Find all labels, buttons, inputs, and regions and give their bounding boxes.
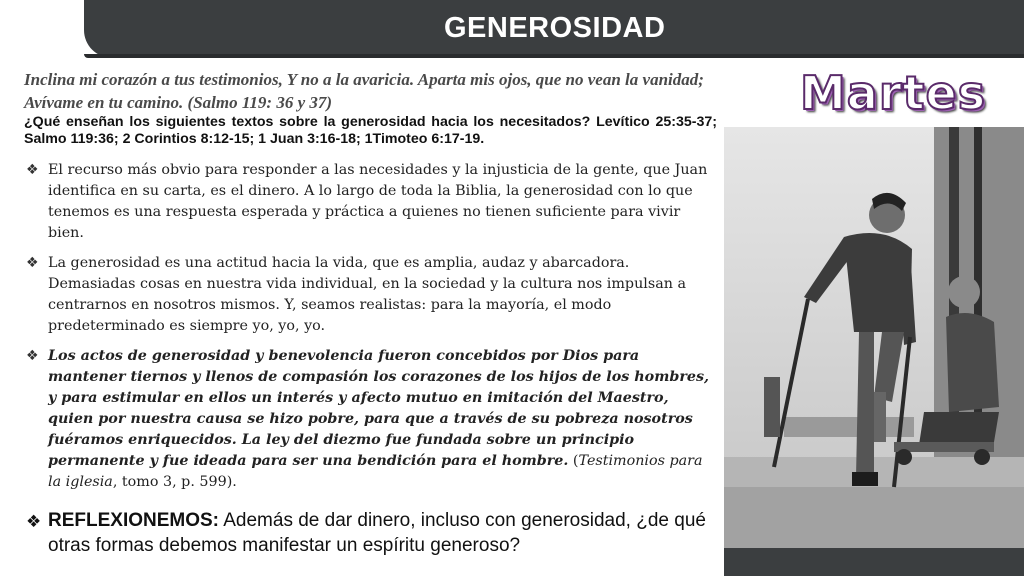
bullet-item-3	[26, 346, 718, 493]
footer-bar	[724, 548, 1024, 576]
page-title: GENEROSIDAD	[444, 12, 666, 44]
ref-open: (	[568, 453, 579, 469]
bullet-item-1	[26, 160, 718, 244]
illustration-photo	[724, 127, 1024, 548]
bullet-text-1: El recurso más obvio para responder a las necesidades y la injusticia de la gente, que Juan identifica en su carta, es el dinero. A lo largo de toda la Biblia, la generosidad con lo que tenemos es una respuesta esperada y práctica a quienes no tienen suficiente para vivir bien.	[48, 162, 708, 241]
bullet-list	[26, 160, 718, 502]
key-verse: Inclina mi corazón a tus testimonios, Y no a la avaricia. Aparta mis ojos, que no vean la vanidad; Avívame en tu camino. (Salmo 119: 36 y 37)	[24, 70, 704, 112]
study-question: ¿Qué enseñan los siguientes textos sobre la generosidad hacia los necesitados? Levítico 25:35-37; Salmo 119:36; 2 Corintios 8:12-15; 1 Juan 3:16-18; 1Timoteo 6:17-19.	[24, 114, 717, 147]
bullet-text-2: La generosidad es una actitud hacia la vida, que es amplia, audaz y abarcadora. Demasiadas cosas en nuestra vida individual, en la sociedad y la cultura nos impulsan a centrarnos en nosotros mismos. Y, seamos realistas: para la mayoría, el modo predeterminado es siempre yo, yo, yo.	[48, 255, 687, 334]
photo-illustration	[724, 127, 1024, 548]
diamond-bullet-icon: ❖	[26, 512, 42, 532]
ref-close: , tomo 3, p. 599).	[112, 474, 237, 490]
diamond-bullet-icon: ❖	[26, 162, 39, 178]
reflection-lead: REFLEXIONEMOS:	[48, 510, 220, 531]
reflection-prompt	[26, 508, 748, 558]
diamond-bullet-icon: ❖	[26, 255, 39, 271]
title-bar	[84, 0, 1024, 58]
bullet-quote-3: Los actos de generosidad y benevolencia fueron concebidos por Dios para mantener tiernos y llenos de compasión los corazones de los hijos de los hombres, y para estimular en ellos un interés y afecto mutuo en imitación del Maestro, quien por nuestra causa se hizo pobre, para que a través de su pobreza nosotros fuéramos enriquecidos. La ley del diezmo fue fundada sobre un principio permanente y fue ideada para ser una bendición para el hombre.	[48, 348, 709, 469]
ref-book-title: Testimonios para la iglesia	[48, 453, 703, 490]
diamond-bullet-icon: ❖	[26, 348, 39, 364]
bullet-item-2	[26, 253, 718, 337]
reflection-text: Además de dar dinero, incluso con generosidad, ¿de qué otras formas debemos manifestar un espíritu generoso?	[48, 510, 706, 556]
day-label: Martes	[800, 66, 987, 120]
